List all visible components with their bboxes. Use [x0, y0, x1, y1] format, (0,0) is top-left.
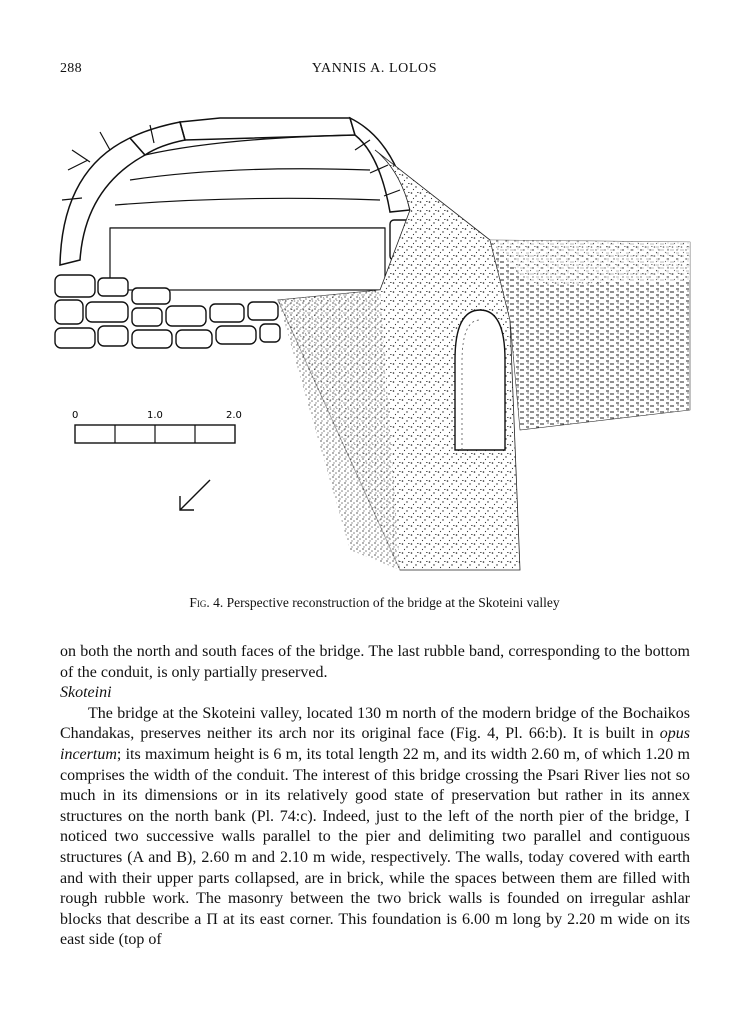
paragraph-main-italic: opus incertum [60, 725, 690, 763]
scale-label-0: 0 [72, 410, 79, 421]
bridge-figure [50, 110, 700, 580]
section-heading: Skoteini [60, 684, 112, 702]
paragraph-main-part2: ; its maximum height is 6 m, its total length 22 m, and its width 2.60 m, of which 1.20 m comprises the width of the conduit. The interest of this bridge crossing the Psari River lies not so much in its dimensions or in its relatively good state of preservation but rather in its annex structures on the north bank (Pl. 74:c). Indeed, just to the left of the north pier of the bridge, I noticed two successive walls parallel to the pier and delimiting two parallel and contiguous structures (A and B), 2.60 m and 2.10 m wide, respectively. The walls, today covered with earth and with their upper parts collapsed, are in brick, while the spaces between them are filled with rough rubble work. The masonry between the two brick walls is founded on irregular ashlar blocks that describe a Π at its east corner. This foundation is 6.00 m long by 2.20 m wide on its east side (top of [60, 745, 690, 949]
page-number: 288 [60, 61, 82, 76]
bridge-drawing [50, 110, 700, 580]
scale-label-2: 2.0 [226, 410, 242, 421]
scale-label-1: 1.0 [147, 410, 163, 421]
shadow-face [278, 290, 400, 570]
scale-bar [72, 410, 242, 443]
paragraph-main [60, 704, 690, 951]
arched-opening [455, 310, 505, 450]
north-arrow-icon [180, 480, 210, 510]
paragraph-main-part1: The bridge at the Skoteini valley, located 130 m north of the modern bridge of the Bochaikos Chandakas, preserves neither its arch nor its original face (Fig. 4, Pl. 66:b). It is built in [60, 704, 690, 743]
caption-text: Perspective reconstruction of the bridge at the Skoteini valley [226, 595, 560, 610]
paragraph-continued: on both the north and south faces of the bridge. The last rubble band, corresponding to the bottom of the conduit, is only partially preserved. [60, 643, 690, 681]
caption-label: Fig. 4. [189, 595, 224, 610]
figure-caption [0, 595, 749, 611]
body-text [60, 642, 690, 951]
running-head: YANNIS A. LOLOS [311, 61, 438, 76]
conduit-opening [110, 228, 385, 290]
